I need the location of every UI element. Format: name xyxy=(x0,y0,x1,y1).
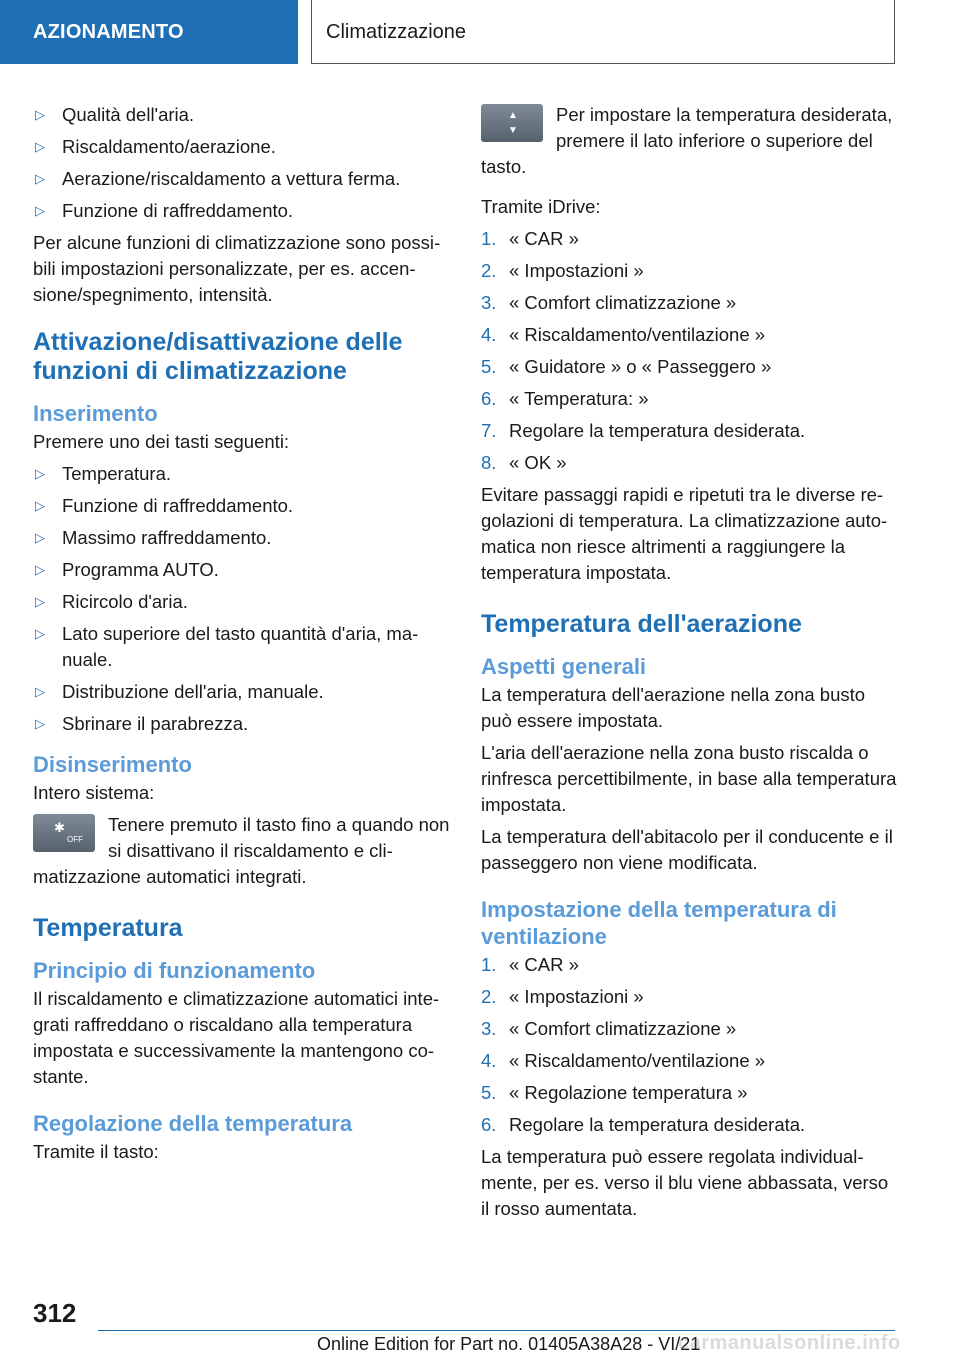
step-text: « Riscaldamento/ventilazione » xyxy=(509,1050,766,1071)
step-item xyxy=(481,354,897,380)
on-paragraph: Premere uno dei tasti seguenti: xyxy=(33,431,290,452)
step-item xyxy=(481,450,897,476)
watermark-logo: carmanualsonline.info xyxy=(678,1332,901,1354)
list-item-text: Massimo raffreddamento. xyxy=(62,527,272,548)
heading-vent-temp: Temperatura dell'aerazione xyxy=(481,610,802,638)
regulation-paragraph: Tramite il tasto: xyxy=(33,1141,159,1162)
intro-paragraph: Per alcune funzioni di climatizzazione sono possibili impostazioni personalizzate, per es. accensione/spegnimento, intensità. xyxy=(33,232,441,305)
step-text: « Comfort climatizzazione » xyxy=(509,1018,737,1039)
triangle-bullet-icon: ▷ xyxy=(35,498,45,513)
heading-regulation: Regolazione della temperatura xyxy=(33,1111,353,1136)
heading-general: Aspetti generali xyxy=(481,654,647,679)
final-paragraph: La temperatura può essere regolata individualmente, per es. verso il blu viene abbassata, verso il rosso aumentata. xyxy=(481,1146,889,1219)
step-item xyxy=(481,1048,897,1074)
step-number: 5. xyxy=(481,356,497,377)
step-item xyxy=(481,322,897,348)
step-text: « Regolazione temperatura » xyxy=(509,1082,748,1103)
list-item xyxy=(33,711,451,737)
list-item-text: Sbrinare il parabrezza. xyxy=(62,713,249,734)
list-item xyxy=(33,166,451,192)
step-text: « Guidatore » o « Passeggero » xyxy=(509,356,772,377)
heading-temperature: Temperatura xyxy=(33,914,183,942)
list-item xyxy=(33,525,451,551)
temperature-up-down-button-icon: ▲ ▼ xyxy=(481,104,543,142)
list-item-text: Aerazione/riscaldamento a vettura ferma. xyxy=(62,168,401,189)
warning-paragraph: Evitare passaggi rapidi e ripetuti tra le diverse regolazioni di temperatura. La climatizzazione automatica non riesce altrimenti a raggiungere la temperatura impostata. xyxy=(481,484,888,583)
list-item-text: Programma AUTO. xyxy=(62,559,219,580)
edition-text: Online Edition for Part no. 01405A38A28 - VI/21 xyxy=(317,1334,701,1354)
chapter-title: Climatizzazione xyxy=(311,0,895,64)
list-item xyxy=(33,493,451,519)
off-key-text: Tenere premuto il tasto fino a quando non si disattivano il riscaldamento e climatizzazione automatici integrati. xyxy=(33,814,450,887)
step-text: « Temperatura: » xyxy=(509,388,649,409)
steps-list-1 xyxy=(481,226,897,476)
step-item xyxy=(481,984,897,1010)
step-number: 4. xyxy=(481,324,497,345)
step-number: 1. xyxy=(481,228,497,249)
step-text: « OK » xyxy=(509,452,567,473)
general-paragraph-3: La temperatura dell'abitacolo per il conducente e il passeggero non viene modificata. xyxy=(481,826,893,873)
heading-off: Disinserimento xyxy=(33,752,192,777)
step-item xyxy=(481,386,897,412)
list-item xyxy=(33,589,451,615)
triangle-bullet-icon: ▷ xyxy=(35,594,45,609)
list-item-text: Distribuzione dell'aria, manuale. xyxy=(62,681,324,702)
steps-list-2 xyxy=(481,952,897,1138)
step-number: 2. xyxy=(481,260,497,281)
step-text: « CAR » xyxy=(509,228,579,249)
list-item-text: Ricircolo d'aria. xyxy=(62,591,188,612)
list-item xyxy=(33,621,451,673)
triangle-bullet-icon: ▷ xyxy=(35,139,45,154)
intro-list xyxy=(33,102,451,224)
step-item xyxy=(481,1080,897,1106)
step-number: 5. xyxy=(481,1082,497,1103)
heading-principle: Principio di funzionamento xyxy=(33,958,316,983)
temp-key-text: Per impostare la temperatura desiderata, premere il lato inferiore o superiore del tasto. xyxy=(481,104,893,177)
list-item xyxy=(33,102,451,128)
list-item-text: Funzione di raffreddamento. xyxy=(62,495,294,516)
step-number: 7. xyxy=(481,420,497,441)
step-number: 1. xyxy=(481,954,497,975)
triangle-bullet-icon: ▷ xyxy=(35,684,45,699)
off-key-paragraph xyxy=(33,812,451,890)
list-item-text: Lato superiore del tasto quantità d'aria, manuale. xyxy=(62,623,419,670)
step-text: « Impostazioni » xyxy=(509,986,644,1007)
step-item xyxy=(481,258,897,284)
fan-off-button-icon: ✱ OFF xyxy=(33,814,95,852)
step-number: 3. xyxy=(481,1018,497,1039)
triangle-bullet-icon: ▷ xyxy=(35,716,45,731)
step-item xyxy=(481,290,897,316)
idrive-paragraph: Tramite iDrive: xyxy=(481,196,601,217)
list-item-text: Temperatura. xyxy=(62,463,171,484)
list-item xyxy=(33,198,451,224)
step-number: 6. xyxy=(481,1114,497,1135)
step-number: 8. xyxy=(481,452,497,473)
triangle-bullet-icon: ▷ xyxy=(35,530,45,545)
step-text: « CAR » xyxy=(509,954,579,975)
step-number: 2. xyxy=(481,986,497,1007)
section-tab: AZIONAMENTO xyxy=(0,0,298,64)
step-text: Regolare la temperatura desiderata. xyxy=(509,1114,806,1135)
triangle-bullet-icon: ▷ xyxy=(35,562,45,577)
list-item-text: Riscaldamento/aerazione. xyxy=(62,136,276,157)
page-number: 312 xyxy=(33,1298,77,1328)
principle-paragraph: Il riscaldamento e climatizzazione automatici integrati raffreddano o riscaldano alla temperatura impostata e successivamente la mantengono costante. xyxy=(33,988,440,1087)
step-text: Regolare la temperatura desiderata. xyxy=(509,420,806,441)
step-item xyxy=(481,418,897,444)
list-item xyxy=(33,461,451,487)
step-item xyxy=(481,1112,897,1138)
on-list xyxy=(33,461,451,737)
general-paragraph-1: La temperatura dell'aerazione nella zona busto può essere impostata. xyxy=(481,684,866,731)
list-item xyxy=(33,557,451,583)
temp-key-paragraph xyxy=(481,102,897,180)
triangle-bullet-icon: ▷ xyxy=(35,466,45,481)
step-number: 4. xyxy=(481,1050,497,1071)
list-item xyxy=(33,134,451,160)
step-number: 3. xyxy=(481,292,497,313)
general-paragraph-2: L'aria dell'aerazione nella zona busto riscalda o rinfresca percettibilmente, in base alla temperatura impostata. xyxy=(481,742,897,815)
triangle-bullet-icon: ▷ xyxy=(35,171,45,186)
step-item xyxy=(481,952,897,978)
step-text: « Comfort climatizzazione » xyxy=(509,292,737,313)
list-item-text: Qualità dell'aria. xyxy=(62,104,195,125)
list-item-text: Funzione di raffreddamento. xyxy=(62,200,294,221)
triangle-bullet-icon: ▷ xyxy=(35,203,45,218)
right-column xyxy=(481,102,897,1228)
footer-rule xyxy=(98,1330,895,1331)
step-text: « Impostazioni » xyxy=(509,260,644,281)
step-text: « Riscaldamento/ventilazione » xyxy=(509,324,766,345)
step-number: 6. xyxy=(481,388,497,409)
step-item xyxy=(481,226,897,252)
off-paragraph: Intero sistema: xyxy=(33,782,155,803)
left-column xyxy=(33,102,451,1171)
heading-activation: Attivazione/disattivazione delle funzioni di climatizzazione xyxy=(33,328,403,385)
triangle-bullet-icon: ▷ xyxy=(35,626,45,641)
step-item xyxy=(481,1016,897,1042)
heading-setting: Impostazione della temperatura di ventilazione xyxy=(481,897,837,949)
list-item xyxy=(33,679,451,705)
heading-on: Inserimento xyxy=(33,401,158,426)
triangle-bullet-icon: ▷ xyxy=(35,107,45,122)
